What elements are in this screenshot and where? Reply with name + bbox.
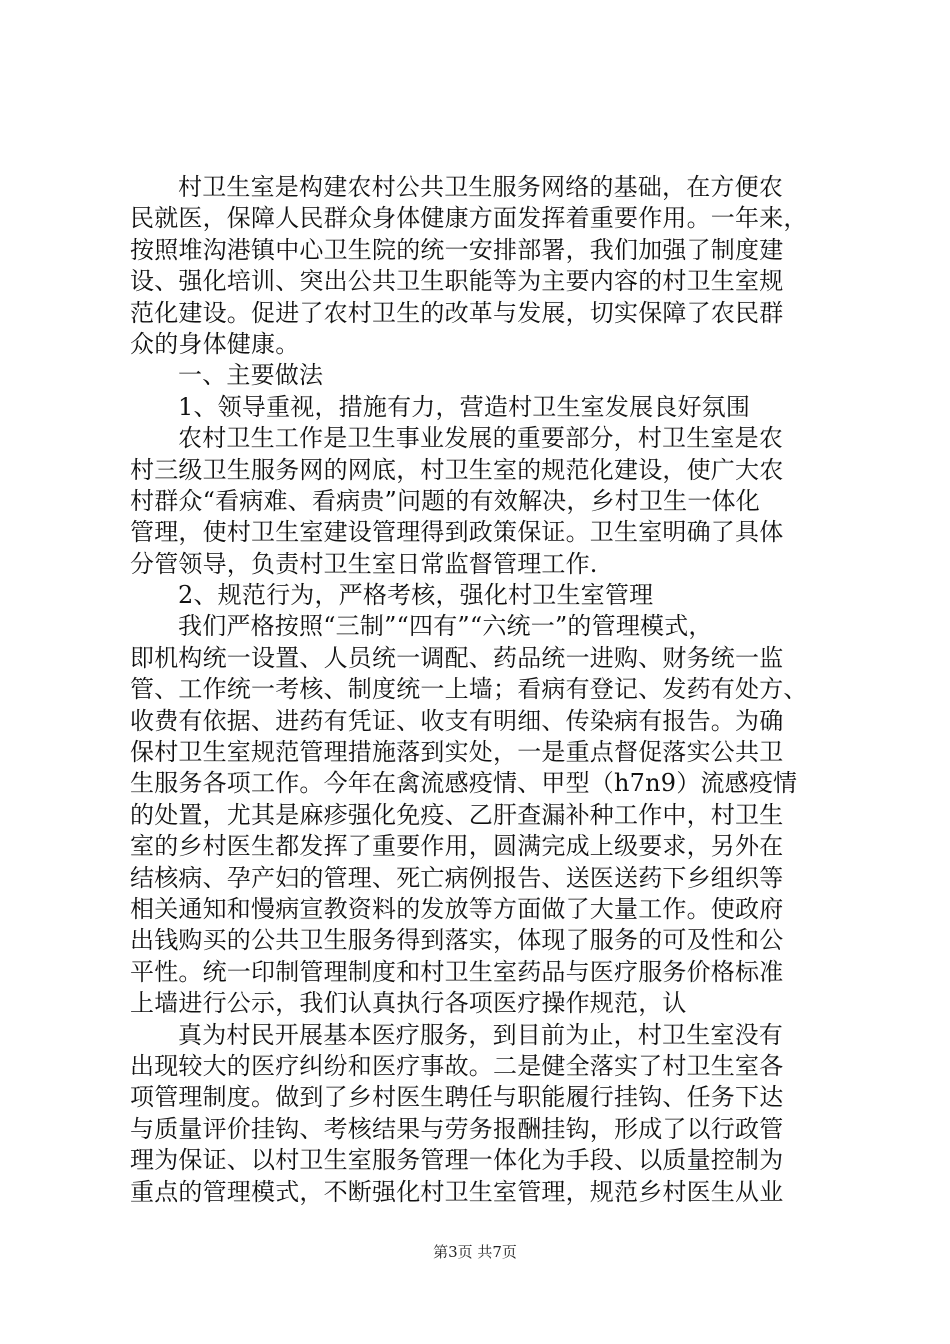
paragraph-line: 真为村民开展基本医疗服务，到目前为止，村卫生室没有 [178,1020,783,1049]
paragraph-line: 结核病、孕产妇的管理、死亡病例报告、送医送药下乡组织等 [130,863,784,892]
section-heading: 一、主要做法 [178,361,324,390]
paragraph-line: 生服务各项工作。今年在禽流感疫情、甲型（h7n9）流感疫情 [130,769,798,798]
subsection-heading: 2、规范行为，严格考核，强化村卫生室管理 [178,581,654,610]
paragraph-line: 室的乡村医生都发挥了重要作用，圆满完成上级要求，另外在 [130,832,784,861]
paragraph-line: 村群众“看病难、看病贵”问题的有效解决，乡村卫生一体化 [130,486,760,515]
paragraph-line: 众的身体健康。 [130,329,300,358]
paragraph-line: 管理，使村卫生室建设管理得到政策保证。卫生室明确了具体 [130,518,784,547]
paragraph-line: 保村卫生室规范管理措施落到实处，一是重点督促落实公共卫 [130,738,784,767]
paragraph-line: 即机构统一设置、人员统一调配、药品统一进购、财务统一监 [130,643,784,672]
paragraph-line: 村三级卫生服务网的网底，村卫生室的规范化建设，使广大农 [130,455,784,484]
paragraph-line: 农村卫生工作是卫生事业发展的重要部分，村卫生室是农 [178,424,783,453]
paragraph-line: 分管领导，负责村卫生室日常监督管理工作. [130,549,598,578]
paragraph-line: 重点的管理模式，不断强化村卫生室管理，规范乡村医生从业 [130,1177,784,1206]
paragraph-line: 范化建设。促进了农村卫生的改革与发展，切实保障了农民群 [130,298,784,327]
paragraph-line: 上墙进行公示，我们认真执行各项医疗操作规范，认 [130,989,687,1018]
paragraph-line: 我们严格按照“三制”“四有”“六统一”的管理模式， [178,612,713,641]
subsection-heading: 1、领导重视，措施有力，营造村卫生室发展良好氛围 [178,392,751,421]
paragraph-line: 民就医，保障人民群众身体健康方面发挥着重要作用。一年来， [130,204,808,233]
paragraph-line: 相关通知和慢病宣教资料的发放等方面做了大量工作。使政府 [130,894,784,923]
paragraph-line: 管、工作统一考核、制度统一上墙；看病有登记、发药有处方、 [130,675,808,704]
paragraph-line: 按照堆沟港镇中心卫生院的统一安排部署，我们加强了制度建 [130,235,784,264]
paragraph-line: 理为保证、以村卫生室服务管理一体化为手段、以质量控制为 [130,1146,784,1175]
paragraph-line: 村卫生室是构建农村公共卫生服务网络的基础，在方便农 [178,173,783,201]
paragraph-line: 收费有依据、进药有凭证、收支有明细、传染病有报告。为确 [130,706,784,735]
paragraph-line: 出现较大的医疗纠纷和医疗事故。二是健全落实了村卫生室各 [130,1051,784,1080]
paragraph-line: 出钱购买的公共卫生服务得到落实，体现了服务的可及性和公 [130,926,784,955]
document-body [130,172,830,1208]
paragraph-line: 与质量评价挂钩、考核结果与劳务报酬挂钩，形成了以行政管 [130,1114,784,1143]
paragraph-line: 项管理制度。做到了乡村医生聘任与职能履行挂钩、任务下达 [130,1083,784,1112]
paragraph-line: 设、强化培训、突出公共卫生职能等为主要内容的村卫生室规 [130,267,784,296]
page-number-footer: 第3页 共7页 [433,1243,517,1261]
paragraph-line: 的处置，尤其是麻疹强化免疫、乙肝查漏补种工作中，村卫生 [130,800,784,829]
paragraph-line: 平性。统一印制管理制度和村卫生室药品与医疗服务价格标准 [130,957,784,986]
